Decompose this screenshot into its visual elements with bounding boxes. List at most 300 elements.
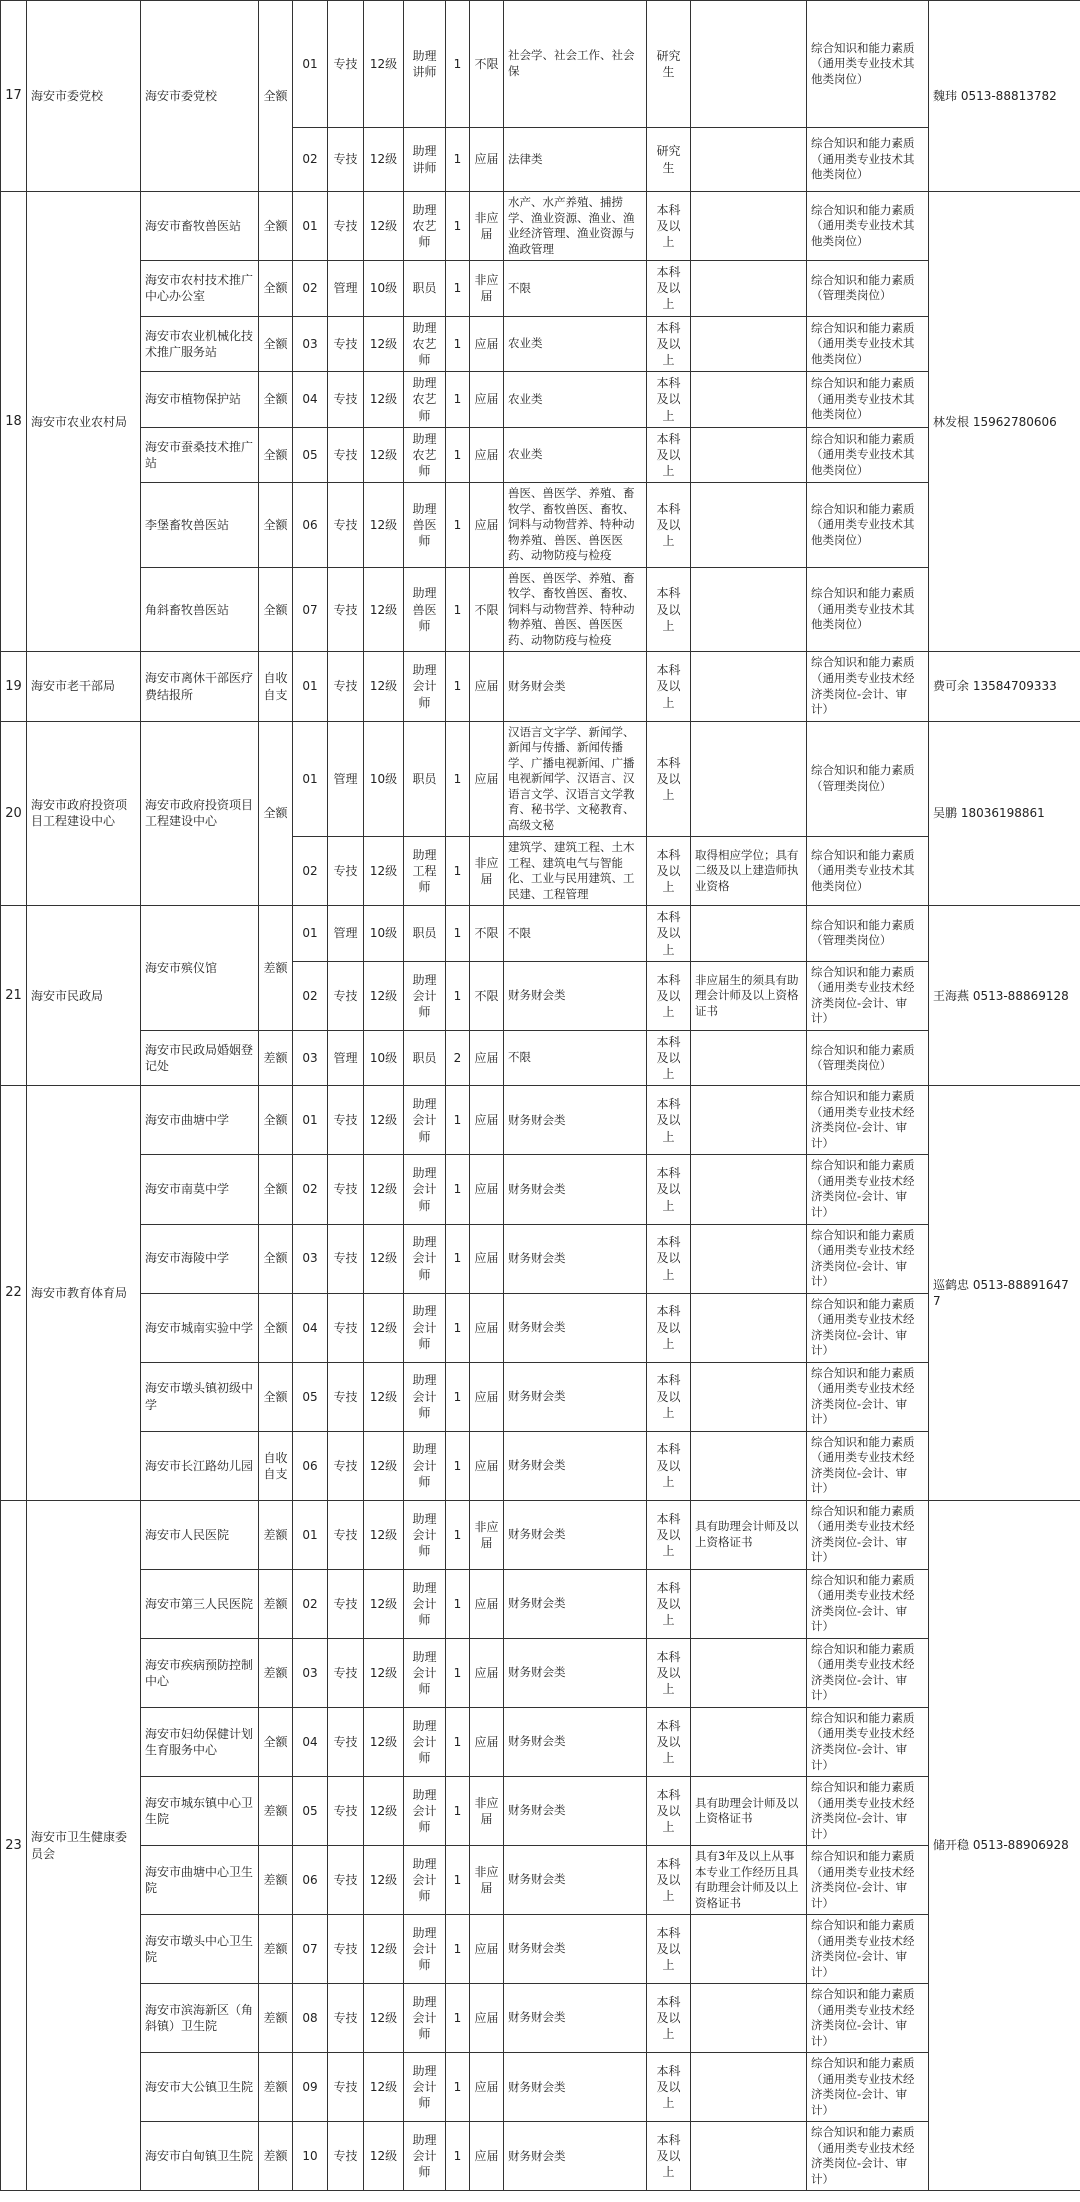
other-requirements-cell: 具有3年及以上从事本专业工作经历且具有助理会计师及以上资格证书 bbox=[691, 1846, 807, 1915]
funding-type-cell: 差额 bbox=[259, 2122, 293, 2191]
position-code-cell: 02 bbox=[293, 261, 328, 317]
department-cell: 海安市老干部局 bbox=[27, 652, 141, 721]
other-requirements-cell bbox=[691, 372, 807, 428]
position-level-cell: 12级 bbox=[364, 2122, 404, 2191]
other-requirements-cell bbox=[691, 192, 807, 261]
group-number-cell: 17 bbox=[1, 1, 27, 192]
position-category-cell: 专技 bbox=[328, 427, 364, 483]
headcount-cell: 1 bbox=[446, 1846, 470, 1915]
education-cell: 本科及以上 bbox=[647, 192, 691, 261]
unit-name-cell: 海安市离休干部医疗费结报所 bbox=[141, 652, 259, 721]
funding-type-cell: 全额 bbox=[259, 372, 293, 428]
candidate-scope-cell: 应届 bbox=[470, 721, 504, 837]
major-cell: 社会学、社会工作、社会保 bbox=[504, 1, 647, 128]
unit-name-cell: 海安市墩头镇初级中学 bbox=[141, 1362, 259, 1431]
candidate-scope-cell: 非应届 bbox=[470, 837, 504, 906]
other-requirements-cell bbox=[691, 261, 807, 317]
education-cell: 本科及以上 bbox=[647, 316, 691, 372]
headcount-cell: 1 bbox=[446, 1984, 470, 2053]
education-cell: 本科及以上 bbox=[647, 1224, 691, 1293]
position-category-cell: 专技 bbox=[328, 1984, 364, 2053]
group-number-cell: 23 bbox=[1, 1500, 27, 2191]
position-title-cell: 助理农艺师 bbox=[404, 427, 446, 483]
position-title-cell: 助理讲师 bbox=[404, 1, 446, 128]
major-cell: 农业类 bbox=[504, 427, 647, 483]
position-level-cell: 12级 bbox=[364, 652, 404, 721]
candidate-scope-cell: 非应届 bbox=[470, 1777, 504, 1846]
unit-name-cell: 海安市滨海新区（角斜镇）卫生院 bbox=[141, 1984, 259, 2053]
major-cell: 不限 bbox=[504, 906, 647, 962]
headcount-cell: 1 bbox=[446, 1569, 470, 1638]
position-title-cell: 助理会计师 bbox=[404, 2053, 446, 2122]
position-category-cell: 管理 bbox=[328, 906, 364, 962]
major-cell: 水产、水产养殖、捕捞学、渔业资源、渔业、渔业经济管理、渔业资源与渔政管理 bbox=[504, 192, 647, 261]
major-cell: 财务财会类 bbox=[504, 1155, 647, 1224]
exam-subject-cell: 综合知识和能力素质（通用类专业技术其他类岗位） bbox=[807, 316, 929, 372]
candidate-scope-cell: 非应届 bbox=[470, 261, 504, 317]
position-code-cell: 03 bbox=[293, 1638, 328, 1707]
candidate-scope-cell: 应届 bbox=[470, 1293, 504, 1362]
table-row bbox=[1, 483, 1080, 568]
candidate-scope-cell: 应届 bbox=[470, 1707, 504, 1776]
education-cell: 本科及以上 bbox=[647, 652, 691, 721]
education-cell: 研究生 bbox=[647, 128, 691, 192]
position-code-cell: 01 bbox=[293, 1086, 328, 1155]
funding-type-cell: 差额 bbox=[259, 1846, 293, 1915]
position-level-cell: 12级 bbox=[364, 1293, 404, 1362]
education-cell: 本科及以上 bbox=[647, 1362, 691, 1431]
position-title-cell: 助理农艺师 bbox=[404, 316, 446, 372]
position-level-cell: 12级 bbox=[364, 1086, 404, 1155]
table-row bbox=[1, 1777, 1080, 1846]
unit-name-cell: 海安市城东镇中心卫生院 bbox=[141, 1777, 259, 1846]
funding-type-cell: 全额 bbox=[259, 1293, 293, 1362]
headcount-cell: 1 bbox=[446, 2053, 470, 2122]
position-category-cell: 专技 bbox=[328, 652, 364, 721]
position-category-cell: 专技 bbox=[328, 1293, 364, 1362]
contact-cell: 费可余 13584709333 bbox=[929, 652, 1080, 721]
other-requirements-cell bbox=[691, 1915, 807, 1984]
headcount-cell: 1 bbox=[446, 1155, 470, 1224]
table-row bbox=[1, 1086, 1080, 1155]
position-title-cell: 助理会计师 bbox=[404, 1638, 446, 1707]
unit-name-cell: 海安市人民医院 bbox=[141, 1500, 259, 1569]
funding-type-cell: 差额 bbox=[259, 906, 293, 1031]
position-code-cell: 01 bbox=[293, 906, 328, 962]
candidate-scope-cell: 应届 bbox=[470, 372, 504, 428]
position-code-cell: 01 bbox=[293, 1, 328, 128]
position-title-cell: 助理会计师 bbox=[404, 1707, 446, 1776]
other-requirements-cell bbox=[691, 2122, 807, 2191]
table-row bbox=[1, 567, 1080, 652]
exam-subject-cell: 综合知识和能力素质（通用类专业技术其他类岗位） bbox=[807, 128, 929, 192]
funding-type-cell: 差额 bbox=[259, 1030, 293, 1086]
funding-type-cell: 自收自支 bbox=[259, 1431, 293, 1500]
education-cell: 本科及以上 bbox=[647, 1638, 691, 1707]
table-row bbox=[1, 1030, 1080, 1086]
unit-name-cell: 海安市第三人民医院 bbox=[141, 1569, 259, 1638]
education-cell: 本科及以上 bbox=[647, 372, 691, 428]
exam-subject-cell: 综合知识和能力素质（通用类专业技术经济类岗位-会计、审计） bbox=[807, 1569, 929, 1638]
other-requirements-cell bbox=[691, 1362, 807, 1431]
position-code-cell: 05 bbox=[293, 1362, 328, 1431]
exam-subject-cell: 综合知识和能力素质（通用类专业技术经济类岗位-会计、审计） bbox=[807, 652, 929, 721]
position-category-cell: 专技 bbox=[328, 567, 364, 652]
exam-subject-cell: 综合知识和能力素质（通用类专业技术其他类岗位） bbox=[807, 372, 929, 428]
unit-name-cell: 海安市蚕桑技术推广站 bbox=[141, 427, 259, 483]
position-category-cell: 专技 bbox=[328, 1569, 364, 1638]
funding-type-cell: 差额 bbox=[259, 1638, 293, 1707]
headcount-cell: 1 bbox=[446, 1086, 470, 1155]
headcount-cell: 1 bbox=[446, 1638, 470, 1707]
education-cell: 本科及以上 bbox=[647, 1569, 691, 1638]
contact-cell: 吴鹏 18036198861 bbox=[929, 721, 1080, 906]
education-cell: 本科及以上 bbox=[647, 1500, 691, 1569]
headcount-cell: 1 bbox=[446, 906, 470, 962]
table-row bbox=[1, 1431, 1080, 1500]
position-level-cell: 12级 bbox=[364, 1707, 404, 1776]
education-cell: 本科及以上 bbox=[647, 427, 691, 483]
position-code-cell: 09 bbox=[293, 2053, 328, 2122]
major-cell: 财务财会类 bbox=[504, 1293, 647, 1362]
unit-name-cell: 海安市曲塘中心卫生院 bbox=[141, 1846, 259, 1915]
candidate-scope-cell: 应届 bbox=[470, 1155, 504, 1224]
exam-subject-cell: 综合知识和能力素质（通用类专业技术经济类岗位-会计、审计） bbox=[807, 1155, 929, 1224]
position-category-cell: 专技 bbox=[328, 316, 364, 372]
table-row bbox=[1, 1500, 1080, 1569]
major-cell: 财务财会类 bbox=[504, 1984, 647, 2053]
education-cell: 本科及以上 bbox=[647, 567, 691, 652]
exam-subject-cell: 综合知识和能力素质（通用类专业技术经济类岗位-会计、审计） bbox=[807, 1500, 929, 1569]
exam-subject-cell: 综合知识和能力素质（通用类专业技术经济类岗位-会计、审计） bbox=[807, 1915, 929, 1984]
exam-subject-cell: 综合知识和能力素质（管理类岗位） bbox=[807, 261, 929, 317]
other-requirements-cell bbox=[691, 1224, 807, 1293]
position-title-cell: 助理农艺师 bbox=[404, 192, 446, 261]
exam-subject-cell: 综合知识和能力素质（通用类专业技术经济类岗位-会计、审计） bbox=[807, 1984, 929, 2053]
table-row bbox=[1, 1293, 1080, 1362]
unit-name-cell: 海安市政府投资项目工程建设中心 bbox=[141, 721, 259, 906]
funding-type-cell: 自收自支 bbox=[259, 652, 293, 721]
unit-name-cell: 海安市曲塘中学 bbox=[141, 1086, 259, 1155]
position-title-cell: 助理会计师 bbox=[404, 1984, 446, 2053]
position-category-cell: 专技 bbox=[328, 1362, 364, 1431]
exam-subject-cell: 综合知识和能力素质（通用类专业技术经济类岗位-会计、审计） bbox=[807, 2053, 929, 2122]
table-row bbox=[1, 1638, 1080, 1707]
major-cell: 不限 bbox=[504, 261, 647, 317]
table-row bbox=[1, 652, 1080, 721]
other-requirements-cell: 具有助理会计师及以上资格证书 bbox=[691, 1777, 807, 1846]
major-cell: 财务财会类 bbox=[504, 1362, 647, 1431]
funding-type-cell: 全额 bbox=[259, 1155, 293, 1224]
major-cell: 不限 bbox=[504, 1030, 647, 1086]
group-number-cell: 18 bbox=[1, 192, 27, 652]
group-number-cell: 19 bbox=[1, 652, 27, 721]
education-cell: 本科及以上 bbox=[647, 1030, 691, 1086]
candidate-scope-cell: 应届 bbox=[470, 1638, 504, 1707]
major-cell: 法律类 bbox=[504, 128, 647, 192]
unit-name-cell: 海安市农村技术推广中心办公室 bbox=[141, 261, 259, 317]
funding-type-cell: 全额 bbox=[259, 567, 293, 652]
table-row bbox=[1, 721, 1080, 837]
department-cell: 海安市委党校 bbox=[27, 1, 141, 192]
position-category-cell: 专技 bbox=[328, 1777, 364, 1846]
position-code-cell: 05 bbox=[293, 1777, 328, 1846]
other-requirements-cell bbox=[691, 1431, 807, 1500]
education-cell: 本科及以上 bbox=[647, 1155, 691, 1224]
unit-name-cell: 海安市植物保护站 bbox=[141, 372, 259, 428]
table-row bbox=[1, 1984, 1080, 2053]
position-category-cell: 专技 bbox=[328, 1155, 364, 1224]
candidate-scope-cell: 应届 bbox=[470, 128, 504, 192]
position-level-cell: 12级 bbox=[364, 192, 404, 261]
major-cell: 建筑学、建筑工程、土木工程、建筑电气与智能化、工业与民用建筑、工民建、工程管理 bbox=[504, 837, 647, 906]
unit-name-cell: 海安市墩头中心卫生院 bbox=[141, 1915, 259, 1984]
other-requirements-cell bbox=[691, 2053, 807, 2122]
unit-name-cell: 海安市农业机械化技术推广服务站 bbox=[141, 316, 259, 372]
position-level-cell: 12级 bbox=[364, 1500, 404, 1569]
position-category-cell: 专技 bbox=[328, 1500, 364, 1569]
position-category-cell: 管理 bbox=[328, 1030, 364, 1086]
position-title-cell: 助理会计师 bbox=[404, 2122, 446, 2191]
position-title-cell: 职员 bbox=[404, 721, 446, 837]
funding-type-cell: 差额 bbox=[259, 1915, 293, 1984]
position-title-cell: 助理会计师 bbox=[404, 1500, 446, 1569]
position-code-cell: 10 bbox=[293, 2122, 328, 2191]
education-cell: 本科及以上 bbox=[647, 1915, 691, 1984]
table-body bbox=[1, 1, 1080, 2191]
position-code-cell: 03 bbox=[293, 316, 328, 372]
other-requirements-cell bbox=[691, 1638, 807, 1707]
position-level-cell: 12级 bbox=[364, 1, 404, 128]
headcount-cell: 1 bbox=[446, 2122, 470, 2191]
candidate-scope-cell: 不限 bbox=[470, 1, 504, 128]
position-code-cell: 06 bbox=[293, 1846, 328, 1915]
other-requirements-cell bbox=[691, 1155, 807, 1224]
position-title-cell: 助理会计师 bbox=[404, 1362, 446, 1431]
funding-type-cell: 全额 bbox=[259, 1362, 293, 1431]
position-title-cell: 助理会计师 bbox=[404, 1846, 446, 1915]
position-code-cell: 02 bbox=[293, 837, 328, 906]
education-cell: 本科及以上 bbox=[647, 837, 691, 906]
headcount-cell: 1 bbox=[446, 1, 470, 128]
other-requirements-cell: 取得相应学位；具有二级及以上建造师执业资格 bbox=[691, 837, 807, 906]
position-code-cell: 02 bbox=[293, 1569, 328, 1638]
position-category-cell: 专技 bbox=[328, 961, 364, 1030]
table-row bbox=[1, 906, 1080, 962]
table-row bbox=[1, 1224, 1080, 1293]
education-cell: 本科及以上 bbox=[647, 2122, 691, 2191]
exam-subject-cell: 综合知识和能力素质（通用类专业技术其他类岗位） bbox=[807, 1, 929, 128]
position-title-cell: 职员 bbox=[404, 1030, 446, 1086]
major-cell: 财务财会类 bbox=[504, 1638, 647, 1707]
table-row bbox=[1, 372, 1080, 428]
position-category-cell: 专技 bbox=[328, 1707, 364, 1776]
headcount-cell: 1 bbox=[446, 652, 470, 721]
headcount-cell: 1 bbox=[446, 427, 470, 483]
unit-name-cell: 海安市委党校 bbox=[141, 1, 259, 192]
unit-name-cell: 海安市疾病预防控制中心 bbox=[141, 1638, 259, 1707]
position-category-cell: 专技 bbox=[328, 483, 364, 568]
unit-name-cell: 海安市城南实验中学 bbox=[141, 1293, 259, 1362]
position-category-cell: 专技 bbox=[328, 1846, 364, 1915]
position-category-cell: 专技 bbox=[328, 1638, 364, 1707]
candidate-scope-cell: 应届 bbox=[470, 652, 504, 721]
group-number-cell: 22 bbox=[1, 1086, 27, 1500]
position-category-cell: 专技 bbox=[328, 2053, 364, 2122]
exam-subject-cell: 综合知识和能力素质（通用类专业技术经济类岗位-会计、审计） bbox=[807, 1431, 929, 1500]
position-category-cell: 专技 bbox=[328, 1915, 364, 1984]
education-cell: 本科及以上 bbox=[647, 961, 691, 1030]
unit-name-cell: 海安市殡仪馆 bbox=[141, 906, 259, 1031]
headcount-cell: 1 bbox=[446, 961, 470, 1030]
position-code-cell: 05 bbox=[293, 427, 328, 483]
position-level-cell: 12级 bbox=[364, 1431, 404, 1500]
education-cell: 本科及以上 bbox=[647, 1846, 691, 1915]
exam-subject-cell: 综合知识和能力素质（通用类专业技术经济类岗位-会计、审计） bbox=[807, 1086, 929, 1155]
exam-subject-cell: 综合知识和能力素质（通用类专业技术经济类岗位-会计、审计） bbox=[807, 1293, 929, 1362]
funding-type-cell: 差额 bbox=[259, 1984, 293, 2053]
position-title-cell: 职员 bbox=[404, 906, 446, 962]
position-category-cell: 专技 bbox=[328, 1, 364, 128]
headcount-cell: 1 bbox=[446, 1707, 470, 1776]
table-row bbox=[1, 2122, 1080, 2191]
funding-type-cell: 差额 bbox=[259, 2053, 293, 2122]
position-category-cell: 专技 bbox=[328, 1086, 364, 1155]
other-requirements-cell bbox=[691, 721, 807, 837]
headcount-cell: 2 bbox=[446, 1030, 470, 1086]
table-row bbox=[1, 1362, 1080, 1431]
major-cell: 财务财会类 bbox=[504, 1777, 647, 1846]
table-row bbox=[1, 1, 1080, 128]
other-requirements-cell bbox=[691, 316, 807, 372]
education-cell: 本科及以上 bbox=[647, 1431, 691, 1500]
position-level-cell: 12级 bbox=[364, 2053, 404, 2122]
exam-subject-cell: 综合知识和能力素质（通用类专业技术经济类岗位-会计、审计） bbox=[807, 961, 929, 1030]
exam-subject-cell: 综合知识和能力素质（通用类专业技术经济类岗位-会计、审计） bbox=[807, 1707, 929, 1776]
position-level-cell: 12级 bbox=[364, 1915, 404, 1984]
major-cell: 农业类 bbox=[504, 372, 647, 428]
headcount-cell: 1 bbox=[446, 1915, 470, 1984]
education-cell: 本科及以上 bbox=[647, 483, 691, 568]
other-requirements-cell bbox=[691, 652, 807, 721]
position-code-cell: 08 bbox=[293, 1984, 328, 2053]
candidate-scope-cell: 应届 bbox=[470, 1915, 504, 1984]
unit-name-cell: 海安市民政局婚姻登记处 bbox=[141, 1030, 259, 1086]
position-code-cell: 03 bbox=[293, 1030, 328, 1086]
exam-subject-cell: 综合知识和能力素质（管理类岗位） bbox=[807, 721, 929, 837]
candidate-scope-cell: 不限 bbox=[470, 906, 504, 962]
candidate-scope-cell: 应届 bbox=[470, 1224, 504, 1293]
other-requirements-cell bbox=[691, 1707, 807, 1776]
group-number-cell: 20 bbox=[1, 721, 27, 906]
headcount-cell: 1 bbox=[446, 128, 470, 192]
other-requirements-cell bbox=[691, 1293, 807, 1362]
headcount-cell: 1 bbox=[446, 1500, 470, 1569]
exam-subject-cell: 综合知识和能力素质（通用类专业技术经济类岗位-会计、审计） bbox=[807, 1224, 929, 1293]
position-level-cell: 12级 bbox=[364, 837, 404, 906]
education-cell: 本科及以上 bbox=[647, 2053, 691, 2122]
table-row bbox=[1, 261, 1080, 317]
other-requirements-cell bbox=[691, 906, 807, 962]
position-level-cell: 12级 bbox=[364, 1569, 404, 1638]
candidate-scope-cell: 非应届 bbox=[470, 192, 504, 261]
exam-subject-cell: 综合知识和能力素质（通用类专业技术其他类岗位） bbox=[807, 837, 929, 906]
candidate-scope-cell: 应届 bbox=[470, 483, 504, 568]
education-cell: 本科及以上 bbox=[647, 721, 691, 837]
funding-type-cell: 全额 bbox=[259, 1707, 293, 1776]
position-category-cell: 专技 bbox=[328, 1431, 364, 1500]
table-row bbox=[1, 1569, 1080, 1638]
position-level-cell: 12级 bbox=[364, 483, 404, 568]
major-cell: 财务财会类 bbox=[504, 2122, 647, 2191]
major-cell: 汉语言文字学、新闻学、新闻与传播、新闻传播学、广播电视新闻、广播电视新闻学、汉语言、汉语言文学、汉语言文学教育、秘书学、文秘教育、高级文秘 bbox=[504, 721, 647, 837]
major-cell: 兽医、兽医学、养殖、畜牧学、畜牧兽医、畜牧、饲料与动物营养、特种动物养殖、兽医、兽医医药、动物防疫与检疫 bbox=[504, 483, 647, 568]
position-title-cell: 助理兽医师 bbox=[404, 483, 446, 568]
position-level-cell: 12级 bbox=[364, 1846, 404, 1915]
major-cell: 兽医、兽医学、养殖、畜牧学、畜牧兽医、畜牧、饲料与动物营养、特种动物养殖、兽医、兽医医药、动物防疫与检疫 bbox=[504, 567, 647, 652]
major-cell: 财务财会类 bbox=[504, 1224, 647, 1293]
candidate-scope-cell: 应届 bbox=[470, 2053, 504, 2122]
position-code-cell: 06 bbox=[293, 1431, 328, 1500]
other-requirements-cell: 非应届生的须具有助理会计师及以上资格证书 bbox=[691, 961, 807, 1030]
education-cell: 本科及以上 bbox=[647, 1984, 691, 2053]
funding-type-cell: 全额 bbox=[259, 721, 293, 906]
other-requirements-cell bbox=[691, 1984, 807, 2053]
table-row bbox=[1, 1155, 1080, 1224]
exam-subject-cell: 综合知识和能力素质（管理类岗位） bbox=[807, 906, 929, 962]
other-requirements-cell bbox=[691, 1569, 807, 1638]
exam-subject-cell: 综合知识和能力素质（通用类专业技术其他类岗位） bbox=[807, 567, 929, 652]
other-requirements-cell bbox=[691, 427, 807, 483]
headcount-cell: 1 bbox=[446, 1362, 470, 1431]
education-cell: 本科及以上 bbox=[647, 1293, 691, 1362]
position-level-cell: 10级 bbox=[364, 1030, 404, 1086]
position-level-cell: 12级 bbox=[364, 961, 404, 1030]
funding-type-cell: 全额 bbox=[259, 192, 293, 261]
headcount-cell: 1 bbox=[446, 316, 470, 372]
candidate-scope-cell: 应届 bbox=[470, 1431, 504, 1500]
position-category-cell: 专技 bbox=[328, 372, 364, 428]
position-title-cell: 助理会计师 bbox=[404, 1915, 446, 1984]
position-category-cell: 专技 bbox=[328, 192, 364, 261]
education-cell: 本科及以上 bbox=[647, 1086, 691, 1155]
position-title-cell: 助理讲师 bbox=[404, 128, 446, 192]
other-requirements-cell bbox=[691, 483, 807, 568]
funding-type-cell: 全额 bbox=[259, 427, 293, 483]
position-code-cell: 03 bbox=[293, 1224, 328, 1293]
position-level-cell: 12级 bbox=[364, 1224, 404, 1293]
position-title-cell: 助理会计师 bbox=[404, 1569, 446, 1638]
position-level-cell: 12级 bbox=[364, 372, 404, 428]
unit-name-cell: 角斜畜牧兽医站 bbox=[141, 567, 259, 652]
position-title-cell: 助理农艺师 bbox=[404, 372, 446, 428]
headcount-cell: 1 bbox=[446, 483, 470, 568]
candidate-scope-cell: 应届 bbox=[470, 1030, 504, 1086]
position-title-cell: 助理会计师 bbox=[404, 1293, 446, 1362]
position-code-cell: 04 bbox=[293, 1707, 328, 1776]
position-title-cell: 助理会计师 bbox=[404, 1431, 446, 1500]
headcount-cell: 1 bbox=[446, 261, 470, 317]
exam-subject-cell: 综合知识和能力素质（通用类专业技术经济类岗位-会计、审计） bbox=[807, 1846, 929, 1915]
position-code-cell: 02 bbox=[293, 1155, 328, 1224]
candidate-scope-cell: 应届 bbox=[470, 1086, 504, 1155]
exam-subject-cell: 综合知识和能力素质（通用类专业技术经济类岗位-会计、审计） bbox=[807, 1638, 929, 1707]
education-cell: 本科及以上 bbox=[647, 261, 691, 317]
major-cell: 财务财会类 bbox=[504, 961, 647, 1030]
headcount-cell: 1 bbox=[446, 1431, 470, 1500]
other-requirements-cell bbox=[691, 567, 807, 652]
candidate-scope-cell: 应届 bbox=[470, 1569, 504, 1638]
